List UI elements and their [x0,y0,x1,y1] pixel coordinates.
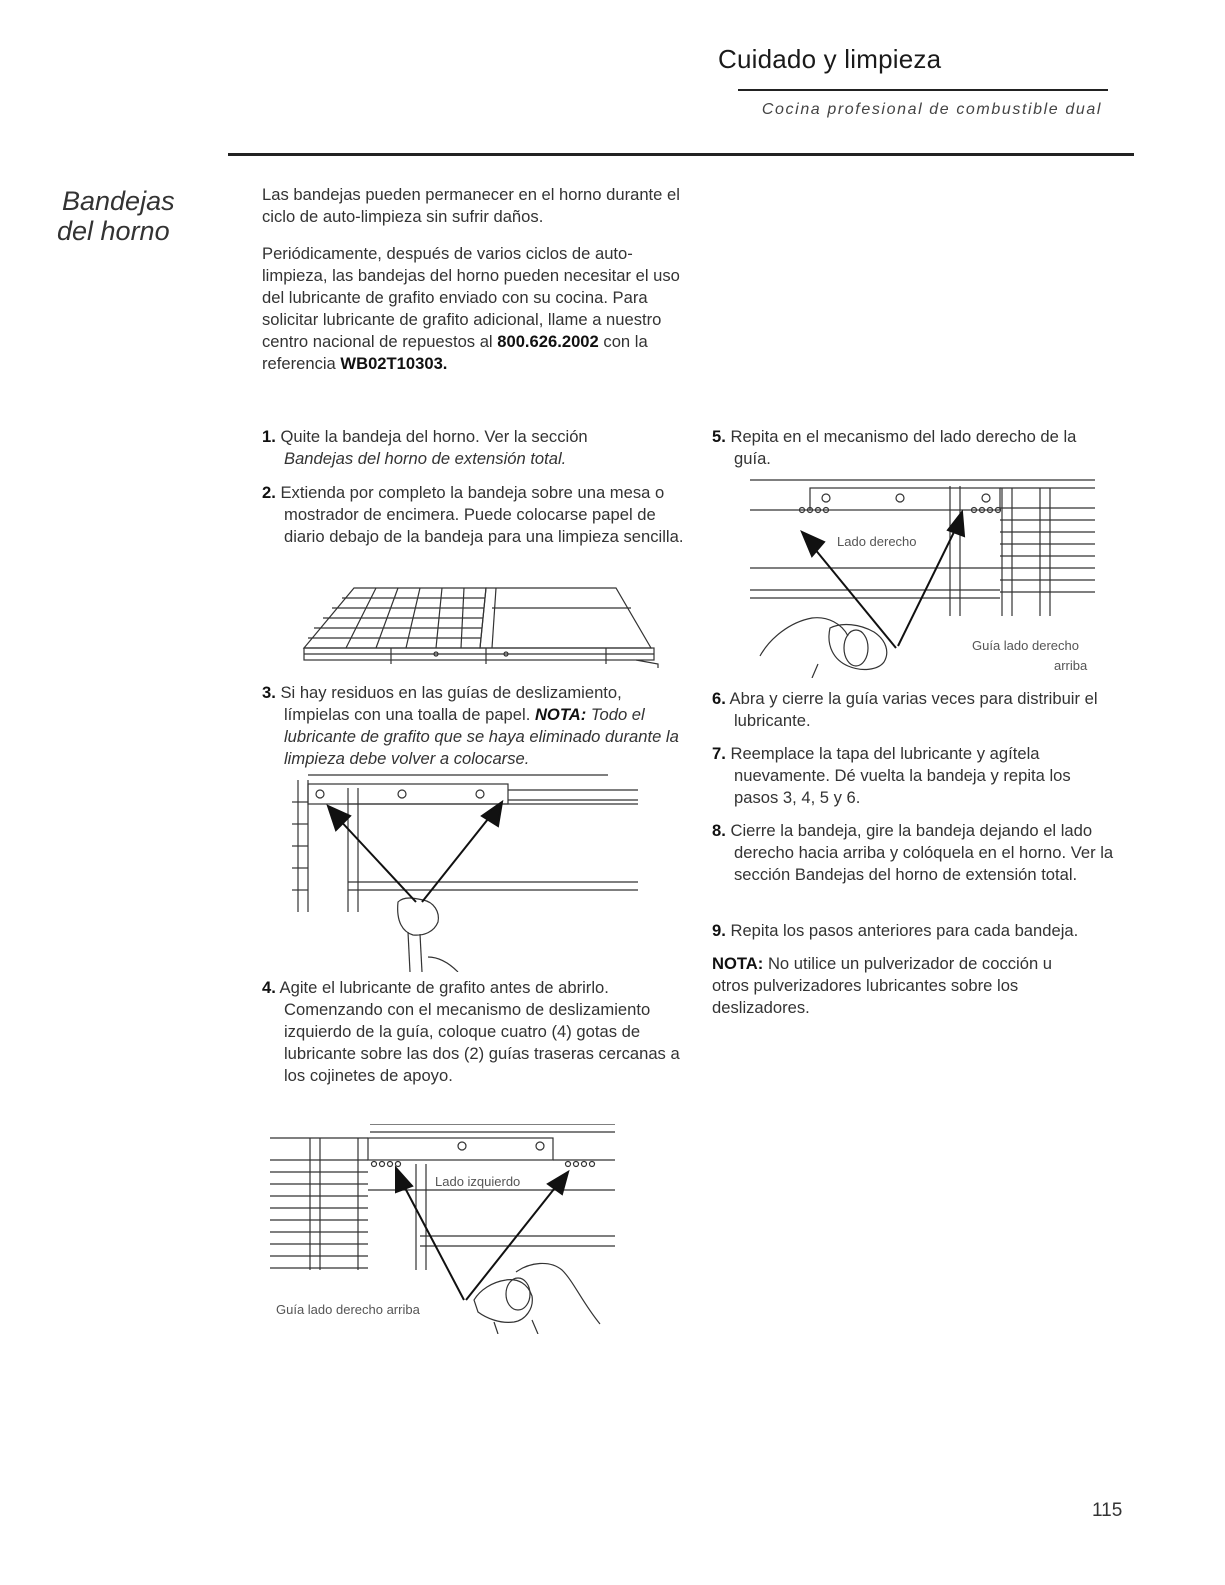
step-4-text: Agite el lubricante de grafito antes de abrirlo. Comenzando con el mecanismo de deslizamiento izquierdo de la guía, coloque cuatro (4) gotas de lubricante sobre las dos (2) guías traseras cercanas a los cojinetes de apoyo. [279,978,680,1085]
step-5-text: Repita en el mecanismo del lado derecho de la guía. [730,427,1077,468]
figure-cleaning-slides [288,772,648,972]
step-8-text: Cierre la bandeja, gire la bandeja dejando el lado derecho hacia arriba y colóquela en el horno. Ver la sección Bandejas del horno de extensión total. [730,821,1114,884]
safety-note-label: NOTA: [712,954,764,973]
step-1-reference: Bandejas del horno de extensión total. [284,449,567,468]
right-guide-label-1: Guía lado derecho [972,638,1079,653]
header-divider [738,89,1108,91]
step-7-number: 7. [712,744,726,763]
safety-note-text: No utilice un pulverizador de cocción u otros pulverizadores lubricantes sobre los deslizadores. [712,954,1053,1017]
step-4-number: 4. [262,978,276,997]
figure-left-side-lubrication [270,1124,630,1334]
figure-extended-rack [296,578,666,670]
step-7 [712,743,1102,809]
step-3 [262,682,687,770]
left-guide-label: Guía lado derecho arriba [276,1302,420,1317]
step-6 [712,688,1112,732]
step-2-text: Extienda por completo la bandeja sobre una mesa o mostrador de encimera. Puede colocarse papel de diario debajo de la bandeja para una limpieza sencilla. [280,483,684,546]
step-4 [262,977,682,1087]
extended-rack-illustration [296,578,666,670]
step-5-number: 5. [712,427,726,446]
step-1 [262,426,682,470]
intro-paragraph-2 [262,243,687,375]
phone-number: 800.626.2002 [497,332,599,351]
step-2 [262,482,687,548]
step-7-text: Reemplace la tapa del lubricante y agítela nuevamente. Dé vuelta la bandeja y repita los pasos 3, 4, 5 y 6. [730,744,1071,807]
section-title-line2: del horno [57,216,170,246]
page-header-subtitle: Cocina profesional de combustible dual [761,101,1102,118]
step-8-number: 8. [712,821,726,840]
step-1-text: Quite la bandeja del horno. Ver la sección [280,427,588,446]
step-6-text: Abra y cierre la guía varias veces para distribuir el lubricante. [729,689,1098,730]
intro-paragraph-1: Las bandejas pueden permanecer en el horno durante el ciclo de auto-limpieza sin sufrir daños. [262,185,680,226]
step-3-note-label: NOTA: [534,705,587,724]
left-side-label: Lado izquierdo [432,1174,523,1189]
section-title-line1: Bandejas [62,186,175,216]
safety-note [712,953,1092,1019]
part-number: WB02T10303. [340,354,448,373]
step-3-number: 3. [262,683,276,702]
step-9-text: Repita los pasos anteriores para cada bandeja. [730,921,1079,940]
step-8 [712,820,1122,886]
step-3-note: Todo el lubricante de grafito que se haya eliminado durante la limpieza debe volver a colocarse. [284,705,679,768]
figure-right-side-lubrication [750,478,1100,678]
section-title [50,186,220,246]
step-9-number: 9. [712,921,726,940]
right-guide-label-2: arriba [1054,658,1088,673]
step-1-number: 1. [262,427,276,446]
step-9 [712,920,1132,942]
page-number: 115 [1092,1500,1123,1521]
step-2-number: 2. [262,483,276,502]
right-side-label: Lado derecho [834,534,920,549]
step-6-number: 6. [712,689,726,708]
section-divider [228,153,1134,156]
intro-paragraph-2-mid: con la referencia [262,332,648,373]
step-3-text: Si hay residuos en las guías de deslizamiento, límpielas con una toalla de papel. [280,683,622,724]
step-5 [712,426,1112,470]
cleaning-slides-illustration [288,772,648,972]
intro-paragraph-2-text: Periódicamente, después de varios ciclos de auto-limpieza, las bandejas del horno pueden necesitar el uso del lubricante de grafito enviado con su cocina. Para solicitar lubricante de grafito adicional, llame a nuestro centro nacional de repuestos al [262,244,680,351]
page-header-title: Cuidado y limpieza [718,44,942,74]
